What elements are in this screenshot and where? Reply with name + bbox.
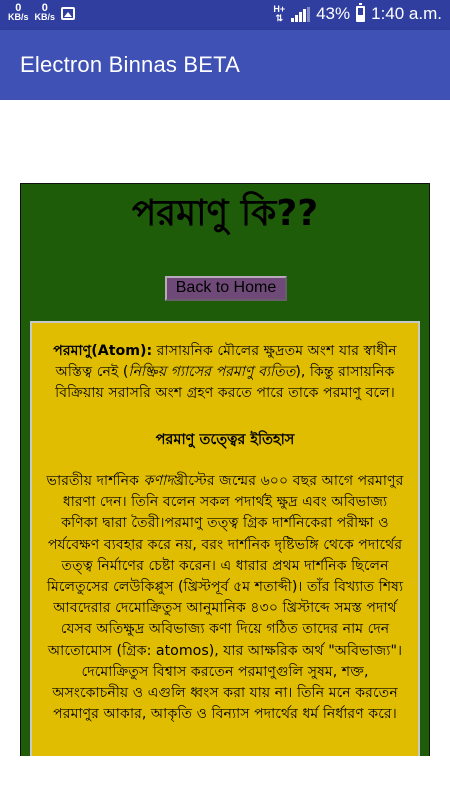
- status-bar: [0, 0, 450, 30]
- history-paragraph: [44, 471, 406, 725]
- net-speed-unit: KB/s: [34, 12, 56, 22]
- battery-percent: 43%: [316, 4, 351, 23]
- network-type-label: H+: [273, 4, 286, 14]
- image-notification-icon: [61, 7, 75, 20]
- status-right-icons: [273, 4, 442, 24]
- app-bar: [0, 30, 450, 100]
- net-speed-value: 0: [15, 2, 22, 14]
- article-container: [20, 183, 430, 756]
- intro-text: রাসায়নিক মৌলের ক্ষুদ্রতম অংশ যার স্বাধীন অস্তিত্ব নেই (: [55, 343, 397, 380]
- signal-strength-icon: [291, 7, 310, 22]
- network-speed-indicator: [8, 4, 29, 22]
- intro-paragraph: [44, 341, 406, 404]
- intro-term: পরমাণু(Atom):: [53, 343, 153, 359]
- status-left-icons: [8, 4, 75, 22]
- data-arrows-icon: ⇅: [275, 13, 283, 23]
- history-italic-name: কণাদ: [143, 473, 174, 489]
- bottom-blank-bar: [0, 756, 450, 800]
- net-speed-unit: KB/s: [8, 12, 29, 22]
- intro-italic-note: নিষ্ক্রিয় গ্যাসের পরমাণু ব্যতিত: [128, 364, 296, 380]
- history-heading: পরমাণু তত্ত্বের ইতিহাস: [155, 432, 295, 448]
- network-speed-indicator: [35, 4, 56, 22]
- history-text: ভারতীয় দার্শনিক: [46, 473, 144, 489]
- article-body: [30, 321, 420, 756]
- app-title: Electron Binnas BETA: [20, 52, 241, 77]
- history-text-rest: খ্রীস্টের জন্মের ৬০০ বছর আগে পরমাণুর ধারণা দেন। তিনি বলেন সকল পদার্থই ক্ষুদ্র এবং অবিভাজ্য কণিকা দ্বারা তৈরী।পরমাণু তত্ত্ব গ্রিক দার্শনিকেরা পরীক্ষা ও পর্যবেক্ষণ ব্যবহার করে নয়, বরং দার্শনিক দৃষ্টিভঙ্গি থেকে পদার্থের তত্ত্ব নির্মাণের চেষ্টা করেন। এ ধারার প্রথম দার্শনিক ছিলেন মিলেতুসের লেউকিপ্পুস (খ্রিস্টপূর্ব ৫ম শতাব্দী)। তাঁর বিখ্যাত শিষ্য আবদেরার দেমোক্রিতুস আনুমানিক ৪৩০ খ্রিস্টাব্দে সমস্ত পদার্থ যেসব অতিক্ষুদ্র অবিভাজ্য কণা দিয়ে গঠিত তাদের নাম দেন আতোমোস (গ্রিক: atomos), যার আক্ষরিক অর্থ "অবিভাজ্য"। দেমোক্রিতুস বিশ্বাস করতেন পরমাণুগুলি সুষম, শক্ত, অসংকোচনীয় ও এগুলি ধ্বংস করা যায় না। তিনি মনে করতেন পরমাণুর আকার, আকৃতি ও বিন্যাস পদার্থের ধর্ম নির্ধারণ করে।: [46, 473, 404, 723]
- clock: 1:40 a.m.: [371, 4, 442, 23]
- network-type-icon: [273, 5, 285, 23]
- net-speed-value: 0: [41, 2, 48, 14]
- page-title: পরমাণু কি??: [131, 193, 319, 234]
- back-to-home-button[interactable]: Back to Home: [165, 276, 287, 301]
- battery-icon: [356, 6, 365, 22]
- webview-content[interactable]: [0, 100, 450, 756]
- intro-text-end: ), কিন্তু রাসায়নিক বিক্রিয়ায় সরাসরি অংশ গ্রহণ করতে পারে তাকে পরমাণু বলে।: [55, 364, 395, 401]
